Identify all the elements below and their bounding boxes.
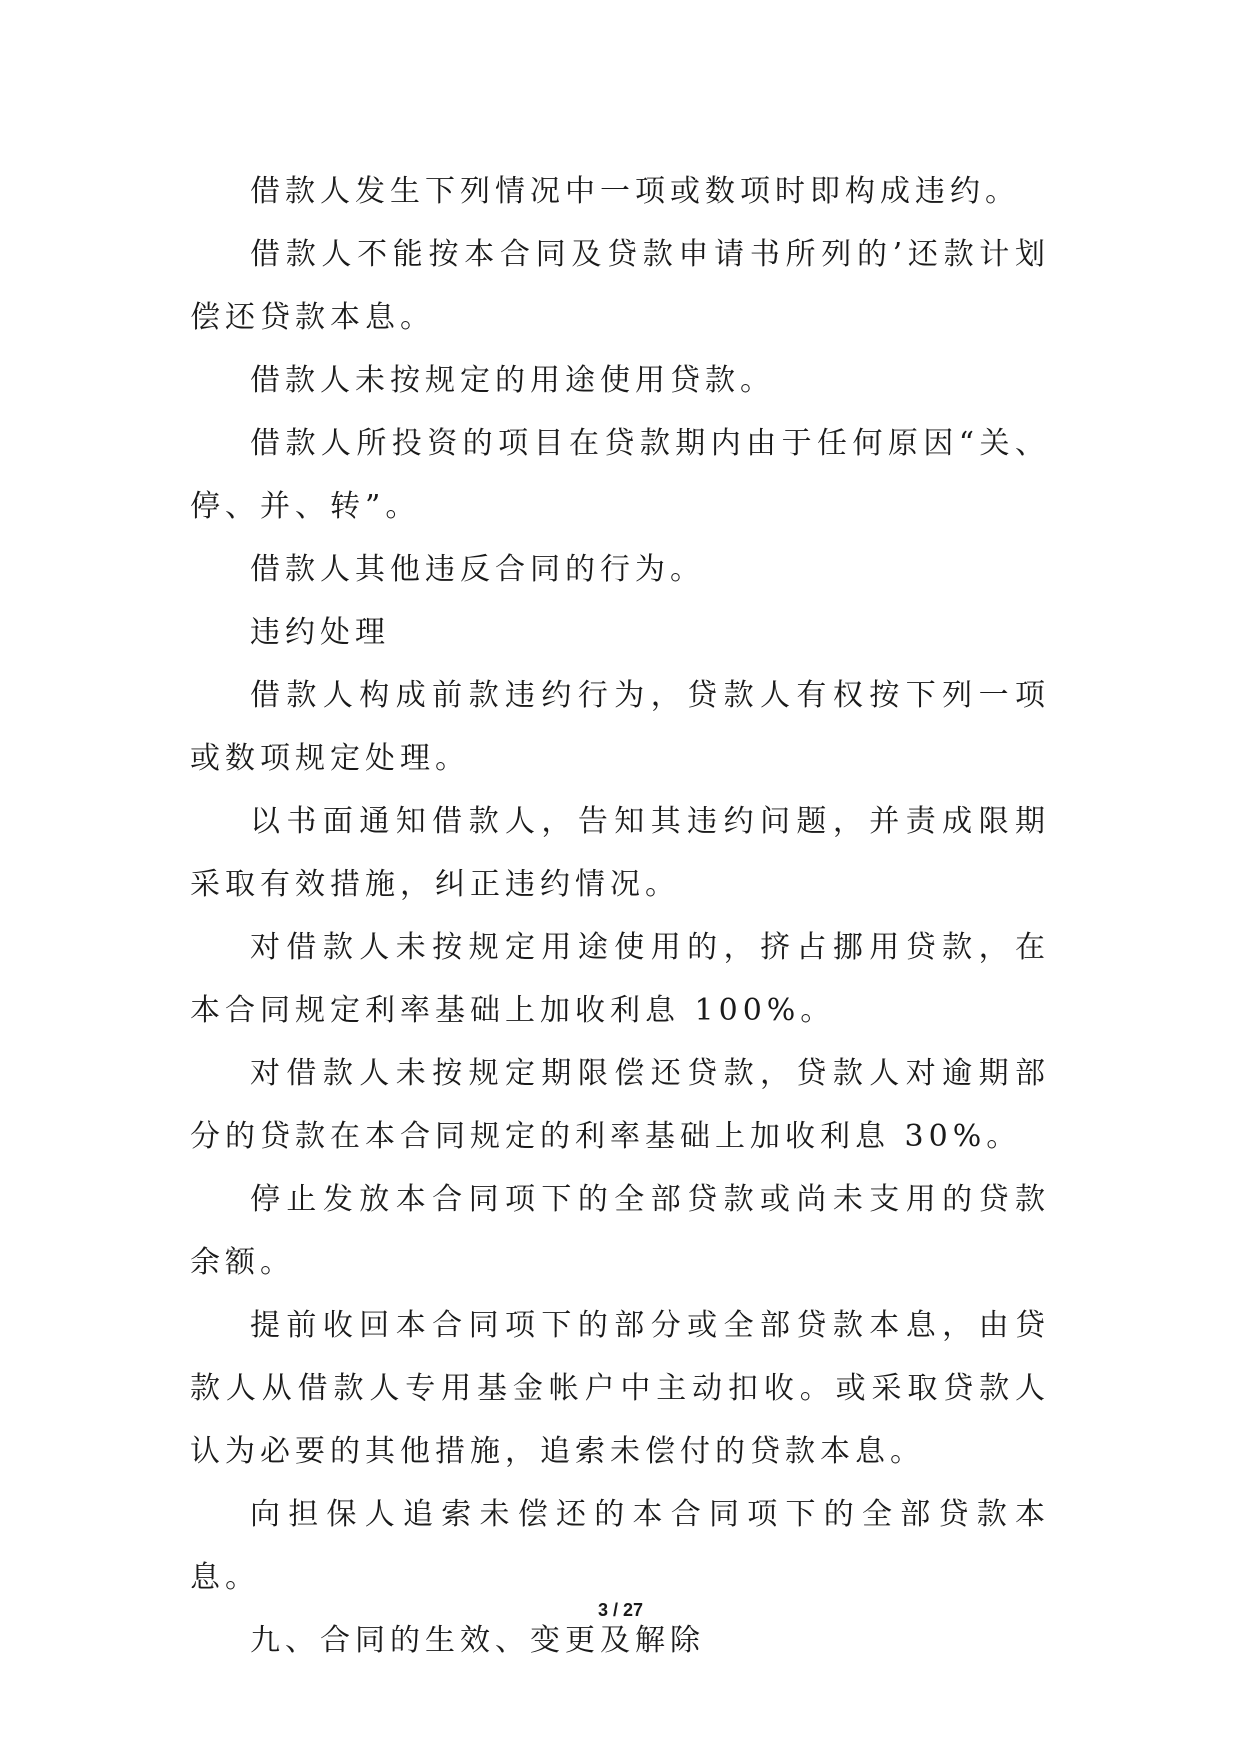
paragraph: 提前收回本合同项下的部分或全部贷款本息，由贷款人从借款人专用基金帐户中主动扣收。或采取贷款人认为必要的其他措施，追索未偿付的贷款本息。 (190, 1308, 1050, 1469)
paragraph: 对借款人未按规定期限偿还贷款，贷款人对逾期部分的贷款在本合同规定的利率基础上加收利息 30%。 (190, 1056, 1050, 1154)
document-body (190, 160, 1050, 1672)
paragraph: 借款人构成前款违约行为，贷款人有权按下列一项或数项规定处理。 (190, 678, 1050, 776)
paragraph: 借款人不能按本合同及贷款申请书所列的’还款计划偿还贷款本息。 (190, 237, 1050, 335)
paragraph: 借款人发生下列情况中一项或数项时即构成违约。 (250, 174, 1020, 209)
page-number: 3 / 27 (597, 1600, 644, 1620)
paragraph: 借款人所投资的项目在贷款期内由于任何原因“关、停、并、转”。 (190, 426, 1050, 524)
paragraph: 停止发放本合同项下的全部贷款或尚未支用的贷款余额。 (190, 1182, 1050, 1280)
paragraph: 借款人其他违反合同的行为。 (250, 552, 705, 587)
section-heading: 违约处理 (250, 615, 390, 650)
paragraph: 向担保人追索未偿还的本合同项下的全部贷款本息。 (190, 1497, 1050, 1595)
section-heading: 九、合同的生效、变更及解除 (250, 1623, 705, 1658)
paragraph: 借款人未按规定的用途使用贷款。 (250, 363, 775, 398)
paragraph: 对借款人未按规定用途使用的，挤占挪用贷款，在本合同规定利率基础上加收利息 100%。 (190, 930, 1050, 1028)
paragraph: 以书面通知借款人，告知其违约问题，并责成限期采取有效措施，纠正违约情况。 (190, 804, 1050, 902)
